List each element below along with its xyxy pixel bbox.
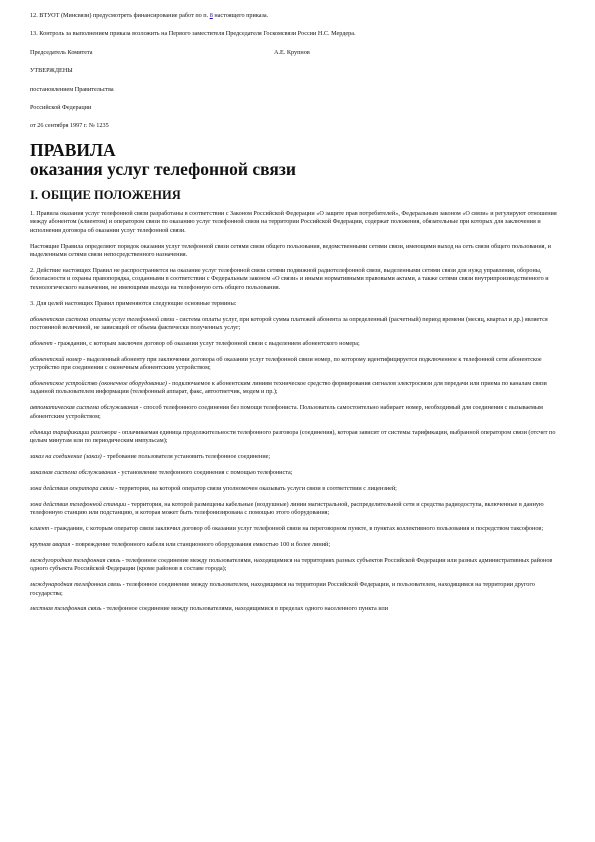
definition-term: зона действия оператора связи [30,484,114,492]
item-13: 13. Контроль за выполнением приказа возложить на Первого заместителя Председателя Госкомсвязи России Н.С. Мердера. [30,30,356,38]
definition-text: - система оплаты услуг, при которой сумма платежей абонента за определенный (расчетный) период времени (месяц, квартал и др.) является постоянной величиной, не зависящей от объема фактически полученных услуг; [30,315,548,331]
section-heading: I. ОБЩИЕ ПОЛОЖЕНИЯ [30,187,181,202]
definition-term: крупная авария [30,540,71,548]
approved-label: УТВЕРЖДЕНЫ [30,67,73,75]
country-label: Российской Федерации [30,104,92,112]
definition-item [30,581,567,598]
definition-term: единица тарификации разговора [30,428,117,436]
item-12-text-end: настоящего приказа. [214,12,269,19]
definition-text: - повреждение телефонного кабеля или станционного оборудования емкостью 100 и более линий; [70,540,331,548]
definition-item [30,557,567,574]
paragraph-2: Настоящие Правила определяют порядок оказания услуг телефонной связи сетями связи общего пользования, ведомственными сетями связи, имеющими выход на сеть связи общего пользования, и выделенными сетями связи непосредственного назначения. [30,242,551,258]
definition-item [30,429,567,446]
definition-term: заказ на соединение (заказ) [30,452,102,460]
definition-item [30,485,567,493]
definition-item [30,453,567,461]
definition-item [30,316,567,333]
decree-date: от 26 сентября 1997 г. № 1235 [30,122,109,130]
approved-by: постановлением Правительства [30,85,114,93]
definition-item [30,525,567,533]
definition-text: - гражданин, с которым заключен договор об оказании услуг телефонной связи с выделением абонентского номера; [52,339,360,347]
definition-term: заказная система обслуживания [30,468,117,476]
definition-item [30,501,567,518]
definition-term: абонентская система оплаты услуг телефонной связи [30,315,175,323]
definition-term: абонентский номер [30,355,82,363]
definition-text: - телефонное соединение между пользователями, находящимися в пределах одного населенного пункта или [101,605,389,613]
definition-item [30,356,567,373]
definition-text: - территория, на которой размещены кабельные (воздушные) линии магистральной, распределительной сети и средства радиодоступа, включенные в данную телефонную станцию или подстанцию, и которая может быть телефонизирована с помощью этого оборудования; [30,500,544,517]
signer-name: А.Е. Крупнов [274,48,310,56]
document-title: ПРАВИЛА [30,139,116,160]
definition-item [30,469,567,477]
paragraph-4: 3. Для целей настоящих Правил применяются следующие основные термины: [30,299,237,307]
signature-row [30,49,567,57]
definition-text: - телефонное соединение между пользователем, находящимся на территории Российской Федерации, и пользователем, находящимся на территории другого государства; [30,581,535,597]
definition-text: - территория, на которой оператор связи уполномочен оказывать услуги связи в соответствии с лицензией; [113,484,397,492]
paragraph-1: 1. Правила оказания услуг телефонной связи разработаны в соответствии с Законом Российской Федерации «О защите прав потребителей», Федеральным законом «О связи» и регулируют отношения между абонентом (клиентом) и оператором связи по оказанию услуг телефонной связи на территории Российской Федерации, содержат положения, обязательные при которых для заключения и исполнения договора об оказании услуг телефонной связи. [30,209,557,234]
definition-term: местная телефонная связь [30,605,102,613]
definition-term: абонентское устройство (оконечное оборудование) [30,380,167,388]
definition-item [30,380,567,397]
definition-term: абонент [30,339,53,347]
definition-term: международная телефонная связь [30,581,122,589]
definition-item [30,404,567,421]
document-subtitle: оказания услуг телефонной связи [30,158,296,179]
definition-term: клиент [30,525,50,532]
definition-text: - требование пользователя установить телефонное соединение; [101,452,271,460]
definition-text: - оплачиваемая единица продолжительности телефонного разговора (соединения), которая зависит от системы тарификации, выбранной оператором связи (отсчет по целым минутам или по периодическим импульсам); [30,428,556,445]
definition-text: - подключаемое к абонентским линиям техническое средство формирования сигналов электросвязи для передачи или приема по каналам связи заданной пользователем информации (телефонный аппарат, факс, автоответчик, модем и пр.); [30,380,547,396]
definition-text: - телефонное соединение между пользователями, находящимися на территориях разных субъектов Российской Федерации или разных административных районов одного субъекта Российской Федерации (кроме районов в составе города); [30,556,553,573]
definition-item [30,541,567,549]
definition-text: - гражданин, с которым оператор связи заключил договор об оказании услуг телефонной связи на переговорном пункте, в пунктах коллективного пользования и посредством таксофонов; [49,525,544,532]
definitions-list [30,316,567,614]
definition-text: - выделенный абоненту при заключении договора об оказании услуг телефонной связи номер, по которому идентифицируется подключенное к телефонной сети абонентское устройство при соединении с оконечным абонентским устройством; [30,355,542,372]
item-12-text: 12. ВТУОТ (Минсвязи) предусмотреть финансирование работ по п. [30,12,209,19]
definition-item [30,340,567,348]
definition-term: междугородная телефонная связь [30,556,121,564]
definition-text: - способ телефонного соединения без помощи телефониста. Пользователь самостоятельно набирает номер, необходимый для соединения с вызываемым абонентским устройством; [30,404,543,420]
document-page [30,12,567,621]
item-12 [30,12,567,20]
signer-title: Председатель Комитета [30,48,93,56]
paragraph-3: 2. Действие настоящих Правил не распространяется на оказание услуг телефонной связи сетями подвижной радиотелефонной связи, выделенными сетями связи для нужд управления, обороны, безопасности и охраны правопорядка, созданными в соответствии с Федеральным законом «О связи» и иными нормативными правовыми актами, а также сетями связи внутрипроизводственного и технологического назначения, не имеющими выхода на телефонную сеть общего пользования. [30,266,549,291]
definition-term: зона действия телефонной станции [30,500,127,508]
item-12-link[interactable]: 8 [209,12,213,19]
definition-term: автоматическая система обслуживания [30,404,139,412]
definition-item [30,605,567,613]
definition-text: - установление телефонного соединения с помощью телефониста; [116,468,293,476]
